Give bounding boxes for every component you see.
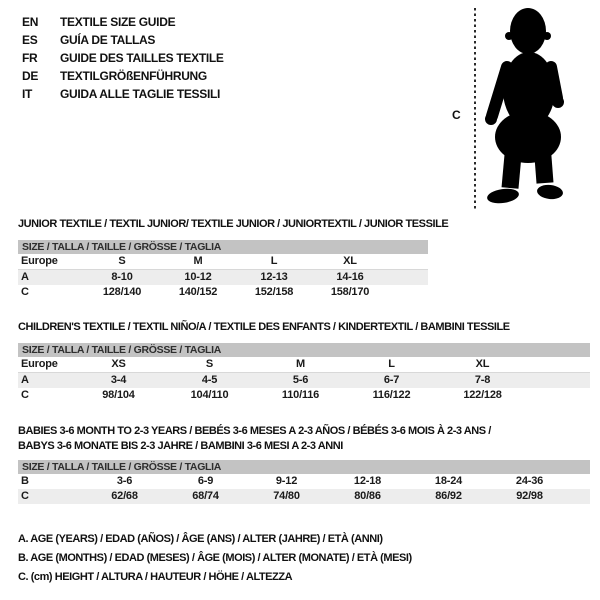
language-title: TEXTILGRÖßENFÜHRUNG: [60, 69, 207, 83]
language-code: ES: [22, 33, 38, 47]
babies-section-title: [18, 424, 491, 454]
row-label: C: [18, 489, 84, 504]
table-cell: 104/110: [190, 389, 229, 401]
language-row-en: [22, 13, 224, 31]
table-row: [18, 270, 428, 286]
children-size-table: [18, 343, 590, 403]
legend-line-a: A. AGE (YEARS) / EDAD (AÑOS) / ÂGE (ANS) / ALTER (JAHRE) / ETÀ (ANNI): [18, 533, 383, 545]
row-label: A: [18, 270, 84, 286]
size-header-row: [18, 460, 590, 474]
language-row-fr: [22, 49, 224, 67]
language-row-de: [22, 67, 224, 85]
junior-size-table: [18, 240, 428, 300]
table-cell: 7-8: [437, 373, 528, 389]
table-cell: 4-5: [164, 373, 255, 389]
filler-cell: [570, 489, 590, 504]
filler-cell: [528, 388, 590, 403]
table-cell: 140/152: [178, 286, 218, 298]
size-header-row: [18, 240, 428, 254]
language-title: GUIDE DES TAILLES TEXTILE: [60, 51, 224, 65]
language-code: FR: [22, 51, 38, 65]
table-cell: 12-13: [236, 270, 312, 286]
table-cell: 5-6: [255, 373, 346, 389]
measurement-legend: [18, 530, 412, 587]
table-cell: 14-16: [312, 270, 388, 286]
language-code: EN: [22, 15, 39, 29]
table-row: [18, 373, 590, 389]
table-row: [18, 388, 590, 403]
size-col-header: M: [255, 357, 346, 373]
table-cell: 68/74: [165, 489, 246, 504]
size-col-header: XL: [312, 254, 388, 270]
language-title: GUIDA ALLE TAGLIE TESSILI: [60, 87, 221, 101]
row-label: B: [21, 475, 29, 487]
table-cell: 92/98: [489, 489, 570, 504]
region-label: Europe: [18, 357, 73, 373]
table-cell: 10-12: [160, 270, 236, 286]
table-cell: 9-12: [275, 475, 298, 487]
filler-cell: [388, 270, 428, 286]
table-cell: 80/86: [327, 489, 408, 504]
table-cell: 152/158: [254, 286, 294, 298]
table-cell: 158/170: [330, 286, 370, 298]
language-title: GUÍA DE TALLAS: [60, 33, 156, 47]
table-cell: 122/128: [463, 389, 502, 401]
language-row-it: [22, 85, 224, 103]
size-header: SIZE / TALLA / TAILLE / GRÖSSE / TAGLIA: [18, 240, 428, 254]
size-col-header: L: [236, 254, 312, 270]
table-cell: 24-36: [515, 475, 544, 487]
baby-silhouette-icon: [484, 4, 590, 214]
size-col-header: M: [160, 254, 236, 270]
height-dotted-line: [474, 8, 476, 209]
table-row: [18, 357, 590, 373]
size-header: SIZE / TALLA / TAILLE / GRÖSSE / TAGLIA: [18, 460, 590, 474]
language-code: IT: [22, 87, 33, 101]
row-label: A: [18, 373, 73, 389]
language-row-es: [22, 31, 224, 49]
table-cell: 86/92: [408, 489, 489, 504]
table-cell: 18-24: [434, 475, 463, 487]
filler-cell: [570, 474, 590, 489]
row-label: C: [21, 286, 29, 298]
region-label: Europe: [18, 254, 84, 270]
babies-size-table: [18, 460, 590, 504]
table-cell: 62/68: [84, 489, 165, 504]
height-measure-label: C: [452, 108, 461, 122]
table-cell: 116/122: [372, 389, 411, 401]
table-cell: 8-10: [84, 270, 160, 286]
language-title: TEXTILE SIZE GUIDE: [60, 15, 176, 29]
size-header: SIZE / TALLA / TAILLE / GRÖSSE / TAGLIA: [18, 343, 590, 357]
table-cell: 6-7: [346, 373, 437, 389]
size-col-header: S: [164, 357, 255, 373]
language-code: DE: [22, 69, 39, 83]
legend-line-c: C. (cm) HEIGHT / ALTURA / HAUTEUR / HÖHE / ALTEZZA: [18, 571, 293, 583]
size-col-header: XL: [437, 357, 528, 373]
babies-title-line2: BABYS 3-6 MONATE BIS 2-3 JAHRE / BAMBINI 3-6 MESI A 2-3 ANNI: [18, 440, 343, 452]
table-cell: 6-9: [197, 475, 214, 487]
filler-cell: [388, 285, 428, 300]
table-row: [18, 489, 590, 504]
table-cell: 3-6: [116, 475, 133, 487]
table-row: [18, 254, 428, 270]
children-section-title: CHILDREN'S TEXTILE / TEXTIL NIÑO/A / TEXTILE DES ENFANTS / KINDERTEXTIL / BAMBINI TESSILE: [18, 321, 510, 333]
filler-cell: [388, 254, 428, 270]
table-row: [18, 474, 590, 489]
size-col-header: S: [84, 254, 160, 270]
legend-line-b: B. AGE (MONTHS) / EDAD (MESES) / ÂGE (MOIS) / ALTER (MONATE) / ETÀ (MESI): [18, 552, 412, 564]
table-cell: 98/104: [102, 389, 135, 401]
table-cell: 110/116: [281, 389, 320, 401]
table-cell: 128/140: [102, 286, 142, 298]
junior-section-title: JUNIOR TEXTILE / TEXTIL JUNIOR/ TEXTILE JUNIOR / JUNIORTEXTIL / JUNIOR TESSILE: [18, 218, 449, 230]
language-list: [22, 13, 224, 103]
filler-cell: [528, 357, 590, 373]
row-label: C: [21, 389, 29, 401]
filler-cell: [528, 373, 590, 389]
table-row: [18, 285, 428, 300]
table-cell: 3-4: [73, 373, 164, 389]
size-header-row: [18, 343, 590, 357]
table-cell: 74/80: [246, 489, 327, 504]
babies-title-line1: BABIES 3-6 MONTH TO 2-3 YEARS / BEBÉS 3-6 MESES A 2-3 AÑOS / BÉBÉS 3-6 MOIS À 2-3 ANS /: [18, 425, 491, 437]
size-col-header: XS: [73, 357, 164, 373]
size-col-header: L: [346, 357, 437, 373]
table-cell: 12-18: [353, 475, 382, 487]
